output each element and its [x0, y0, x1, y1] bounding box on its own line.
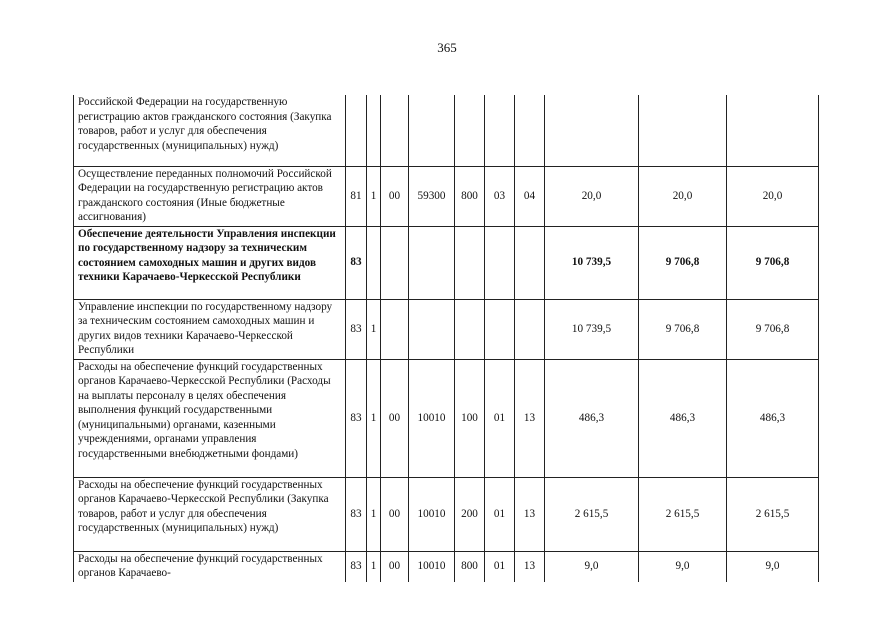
amount-year1-cell: 9,0	[545, 551, 639, 582]
direction-cell	[409, 299, 455, 359]
admin-code-cell: 83	[346, 477, 367, 551]
table-row	[74, 477, 819, 551]
table-row	[74, 226, 819, 299]
program-cell	[381, 226, 409, 299]
section-cell: 1	[367, 477, 381, 551]
amount-year3-cell: 9 706,8	[727, 299, 819, 359]
subdivision-cell	[515, 226, 545, 299]
table-row	[74, 95, 819, 166]
amount-year3-cell: 20,0	[727, 166, 819, 226]
amount-year2-cell: 20,0	[639, 166, 727, 226]
direction-cell	[409, 95, 455, 166]
direction-cell: 10010	[409, 359, 455, 477]
direction-cell: 59300	[409, 166, 455, 226]
amount-year1-cell	[545, 95, 639, 166]
table-row	[74, 299, 819, 359]
expense-type-cell: 800	[455, 551, 485, 582]
program-cell	[381, 95, 409, 166]
amount-year2-cell: 486,3	[639, 359, 727, 477]
table-row	[74, 551, 819, 582]
section-cell: 1	[367, 551, 381, 582]
table-row	[74, 166, 819, 226]
description-cell: Российской Федерации на государственную регистрацию актов гражданского состояния (Закупка товаров, работ и услуг для обеспечения государственных (муниципальных) нужд)	[74, 95, 346, 166]
division-cell: 01	[485, 551, 515, 582]
amount-year2-cell: 9 706,8	[639, 299, 727, 359]
expense-type-cell: 100	[455, 359, 485, 477]
description-cell: Расходы на обеспечение функций государственных органов Карачаево-Черкесской Республики (Закупка товаров, работ и услуг для обеспечения государственных (муниципальных) нужд)	[74, 477, 346, 551]
section-cell	[367, 95, 381, 166]
division-cell: 01	[485, 477, 515, 551]
amount-year1-cell: 20,0	[545, 166, 639, 226]
amount-year1-cell: 2 615,5	[545, 477, 639, 551]
program-cell	[381, 299, 409, 359]
admin-code-cell: 81	[346, 166, 367, 226]
amount-year3-cell: 2 615,5	[727, 477, 819, 551]
section-cell: 1	[367, 166, 381, 226]
budget-table	[73, 95, 819, 582]
admin-code-cell: 83	[346, 226, 367, 299]
amount-year3-cell: 9,0	[727, 551, 819, 582]
program-cell: 00	[381, 477, 409, 551]
expense-type-cell: 800	[455, 166, 485, 226]
program-cell: 00	[381, 551, 409, 582]
amount-year3-cell	[727, 95, 819, 166]
direction-cell: 10010	[409, 477, 455, 551]
description-cell: Обеспечение деятельности Управления инспекции по государственному надзору за техническим состоянием самоходных машин и других видов техники Карачаево-Черкесской Республики	[74, 226, 346, 299]
expense-type-cell	[455, 299, 485, 359]
subdivision-cell	[515, 299, 545, 359]
subdivision-cell: 13	[515, 551, 545, 582]
division-cell	[485, 299, 515, 359]
division-cell: 03	[485, 166, 515, 226]
direction-cell	[409, 226, 455, 299]
division-cell	[485, 226, 515, 299]
description-cell: Расходы на обеспечение функций государственных органов Карачаево-	[74, 551, 346, 582]
section-cell: 1	[367, 359, 381, 477]
amount-year1-cell: 486,3	[545, 359, 639, 477]
expense-type-cell	[455, 226, 485, 299]
amount-year3-cell: 486,3	[727, 359, 819, 477]
subdivision-cell	[515, 95, 545, 166]
description-cell: Расходы на обеспечение функций государственных органов Карачаево-Черкесской Республики (Расходы на выплаты персоналу в целях обеспечения выполнения функций государственными (муниципальными) органами, казенными учреждениями, органами управления государственными внебюджетными фондами)	[74, 359, 346, 477]
subdivision-cell: 13	[515, 477, 545, 551]
amount-year2-cell	[639, 95, 727, 166]
admin-code-cell: 83	[346, 551, 367, 582]
expense-type-cell	[455, 95, 485, 166]
subdivision-cell: 04	[515, 166, 545, 226]
program-cell: 00	[381, 166, 409, 226]
section-cell: 1	[367, 299, 381, 359]
expense-type-cell: 200	[455, 477, 485, 551]
section-cell	[367, 226, 381, 299]
admin-code-cell	[346, 95, 367, 166]
program-cell: 00	[381, 359, 409, 477]
division-cell	[485, 95, 515, 166]
amount-year2-cell: 2 615,5	[639, 477, 727, 551]
subdivision-cell: 13	[515, 359, 545, 477]
amount-year1-cell: 10 739,5	[545, 299, 639, 359]
division-cell: 01	[485, 359, 515, 477]
amount-year2-cell: 9 706,8	[639, 226, 727, 299]
table-row	[74, 359, 819, 477]
admin-code-cell: 83	[346, 299, 367, 359]
page-number: 365	[437, 40, 457, 55]
description-cell: Осуществление переданных полномочий Российской Федерации на государственную регистрацию актов гражданского состояния (Иные бюджетные ассигнования)	[74, 166, 346, 226]
admin-code-cell: 83	[346, 359, 367, 477]
amount-year2-cell: 9,0	[639, 551, 727, 582]
direction-cell: 10010	[409, 551, 455, 582]
amount-year1-cell: 10 739,5	[545, 226, 639, 299]
amount-year3-cell: 9 706,8	[727, 226, 819, 299]
description-cell: Управление инспекции по государственному надзору за техническим состоянием самоходных машин и других видов техники Карачаево-Черкесской Республики	[74, 299, 346, 359]
